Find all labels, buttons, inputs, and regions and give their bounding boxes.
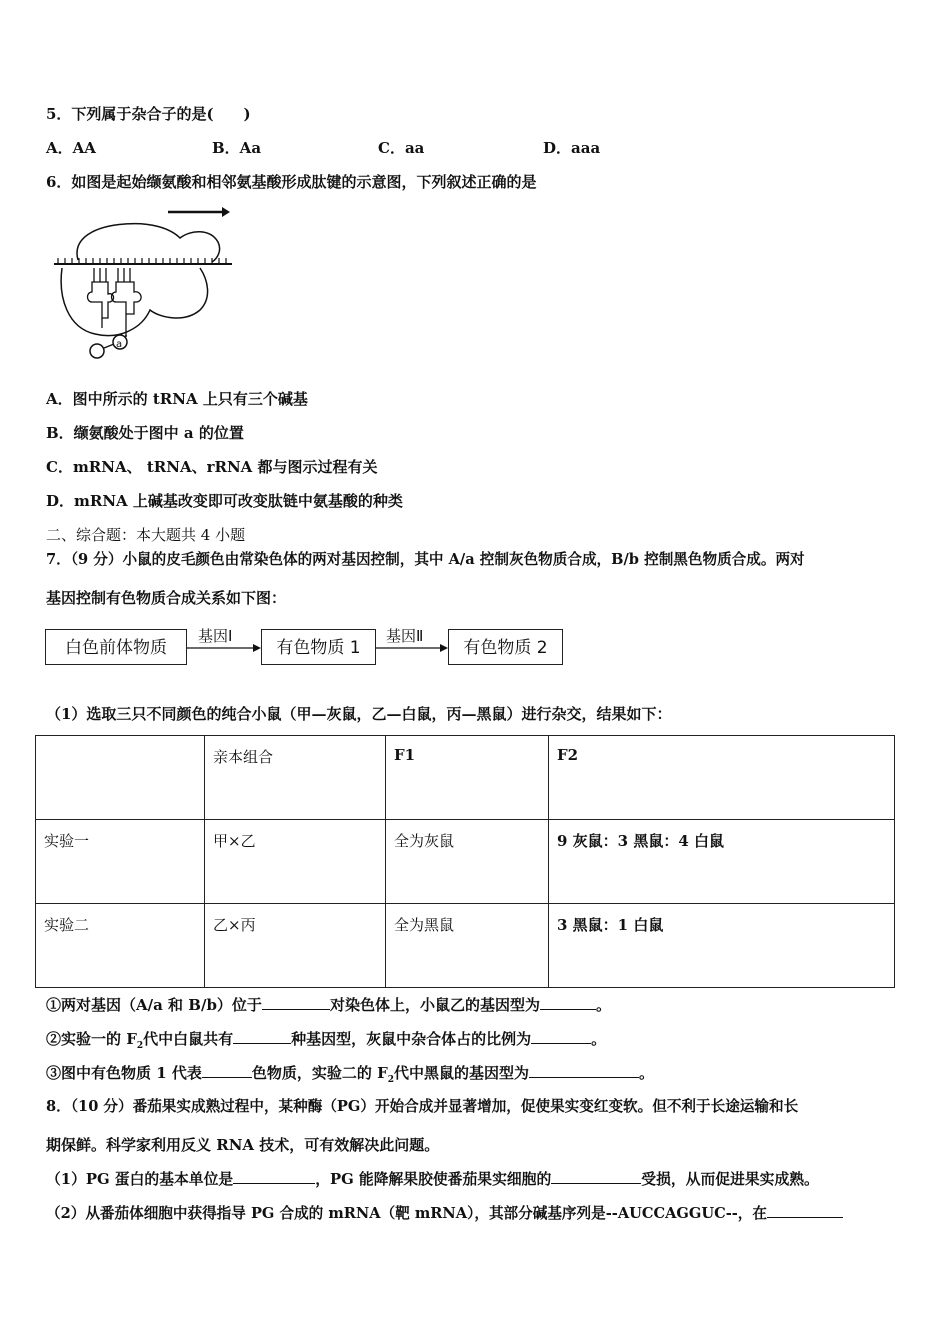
q5-option-c: C．aa [378, 139, 425, 157]
q7-sub3: ③图中有色物质 1 代表 色物质，实验二的 $F_2$代中黑鼠的基因型为 。 [46, 1064, 655, 1085]
q7-stem-line2: 基因控制有色物质合成关系如下图： [46, 589, 287, 607]
q7-stem-line1: 7．（9 分）小鼠的皮毛颜色由常染色体的两对基因控制，其中 A/a 控制灰色物质合成，B/b 控制黑色物质合成。两对 [46, 551, 805, 568]
table-cell: 全为黑鼠 [386, 904, 549, 988]
answer-blank[interactable] [551, 1169, 641, 1184]
q5-option-d: D．aaa [543, 139, 601, 157]
answer-blank[interactable] [529, 1063, 639, 1078]
table-cell: 3 黑鼠：1 白鼠 [549, 904, 895, 988]
section-title: 二、综合题：本大题共 4 小题 [46, 526, 246, 544]
answer-blank[interactable] [202, 1063, 252, 1078]
answer-blank[interactable] [531, 1029, 591, 1044]
q7-sub1: ①两对基因（A/a 和 B/b）位于 对染色体上，小鼠乙的基因型为 。 [46, 996, 611, 1014]
flow-label-gene1: 基因Ⅰ [198, 627, 233, 645]
table-cell [36, 736, 205, 820]
answer-blank[interactable] [262, 995, 330, 1010]
table-cell: 全为灰鼠 [386, 820, 549, 904]
flow-arrow-icon [187, 642, 261, 654]
table-cell: 甲×乙 [205, 820, 386, 904]
q7-part1: （1）选取三只不同颜色的纯合小鼠（甲—灰鼠，乙—白鼠，丙—黑鼠）进行杂交，结果如下： [46, 705, 672, 723]
table-header-cross: 亲本组合 [205, 736, 386, 820]
q7-sub2: ②实验一的 $F_2$代中白鼠共有 种基因型，灰鼠中杂合体占的比例为 。 [46, 1030, 607, 1051]
answer-blank[interactable] [540, 995, 596, 1010]
flow-arrow-icon [376, 642, 448, 654]
q8-part2: （2）从番茄体细胞中获得指导 PG 合成的 mRNA（靶 mRNA），其部分碱基序列是--AUCCAGGUC--，在 [46, 1203, 843, 1224]
trna-icon [88, 268, 114, 328]
table-header-f2: F2 [549, 736, 895, 820]
table-row [36, 820, 895, 904]
amino-acid-icon [90, 344, 104, 358]
direction-arrow-icon [168, 207, 230, 217]
q6-option-c: C．mRNA、 tRNA、rRNA 都与图示过程有关 [46, 458, 378, 476]
figure-label-a: a [116, 339, 123, 350]
flow-box-colored2: 有色物质 2 [448, 629, 563, 665]
ribosome-translation-figure [50, 198, 240, 368]
table-cell: 实验一 [36, 820, 205, 904]
flow-box-white-precursor: 白色前体物质 [45, 629, 187, 665]
q8-stem-line1: 8．（10 分）番茄果实成熟过程中，某种酶（PG）开始合成并显著增加，促使果实变红变软。但不利于长途运输和长 [46, 1098, 799, 1115]
table-cell: 实验二 [36, 904, 205, 988]
table-row [36, 904, 895, 988]
table-header-row [36, 736, 895, 820]
q8-stem-line2: 期保鲜。科学家利用反义 RNA 技术，可有效解决此问题。 [46, 1136, 440, 1154]
table-cell: 9 灰鼠：3 黑鼠：4 白鼠 [549, 820, 895, 904]
ribosome-subunit-icon [77, 224, 220, 262]
table-header-f1: F1 [386, 736, 549, 820]
answer-blank[interactable] [767, 1203, 843, 1218]
q6-stem: 6．如图是起始缬氨酸和相邻氨基酸形成肽键的示意图，下列叙述正确的是 [46, 173, 537, 191]
answer-blank[interactable] [233, 1029, 291, 1044]
answer-blank[interactable] [233, 1169, 315, 1184]
q8-part1: （1）PG 蛋白的基本单位是 ，PG 能降解果胶使番茄果实细胞的 受损，从而促进果实成熟。 [46, 1171, 819, 1188]
flow-label-gene2: 基因Ⅱ [386, 627, 424, 645]
q5-option-a: A．AA [46, 139, 96, 157]
table-cell: 乙×丙 [205, 904, 386, 988]
results-table [35, 735, 895, 988]
q5-stem: 5．下列属于杂合子的是( ) [46, 105, 251, 123]
q6-option-d: D．mRNA 上碱基改变即可改变肽链中氨基酸的种类 [46, 492, 403, 510]
q6-option-b: B．缬氨酸处于图中 a 的位置 [46, 424, 244, 442]
q5-option-b: B．Aa [212, 139, 262, 157]
q6-option-a: A．图中所示的 tRNA 上只有三个碱基 [46, 390, 308, 408]
flow-box-colored1: 有色物质 1 [261, 629, 376, 665]
